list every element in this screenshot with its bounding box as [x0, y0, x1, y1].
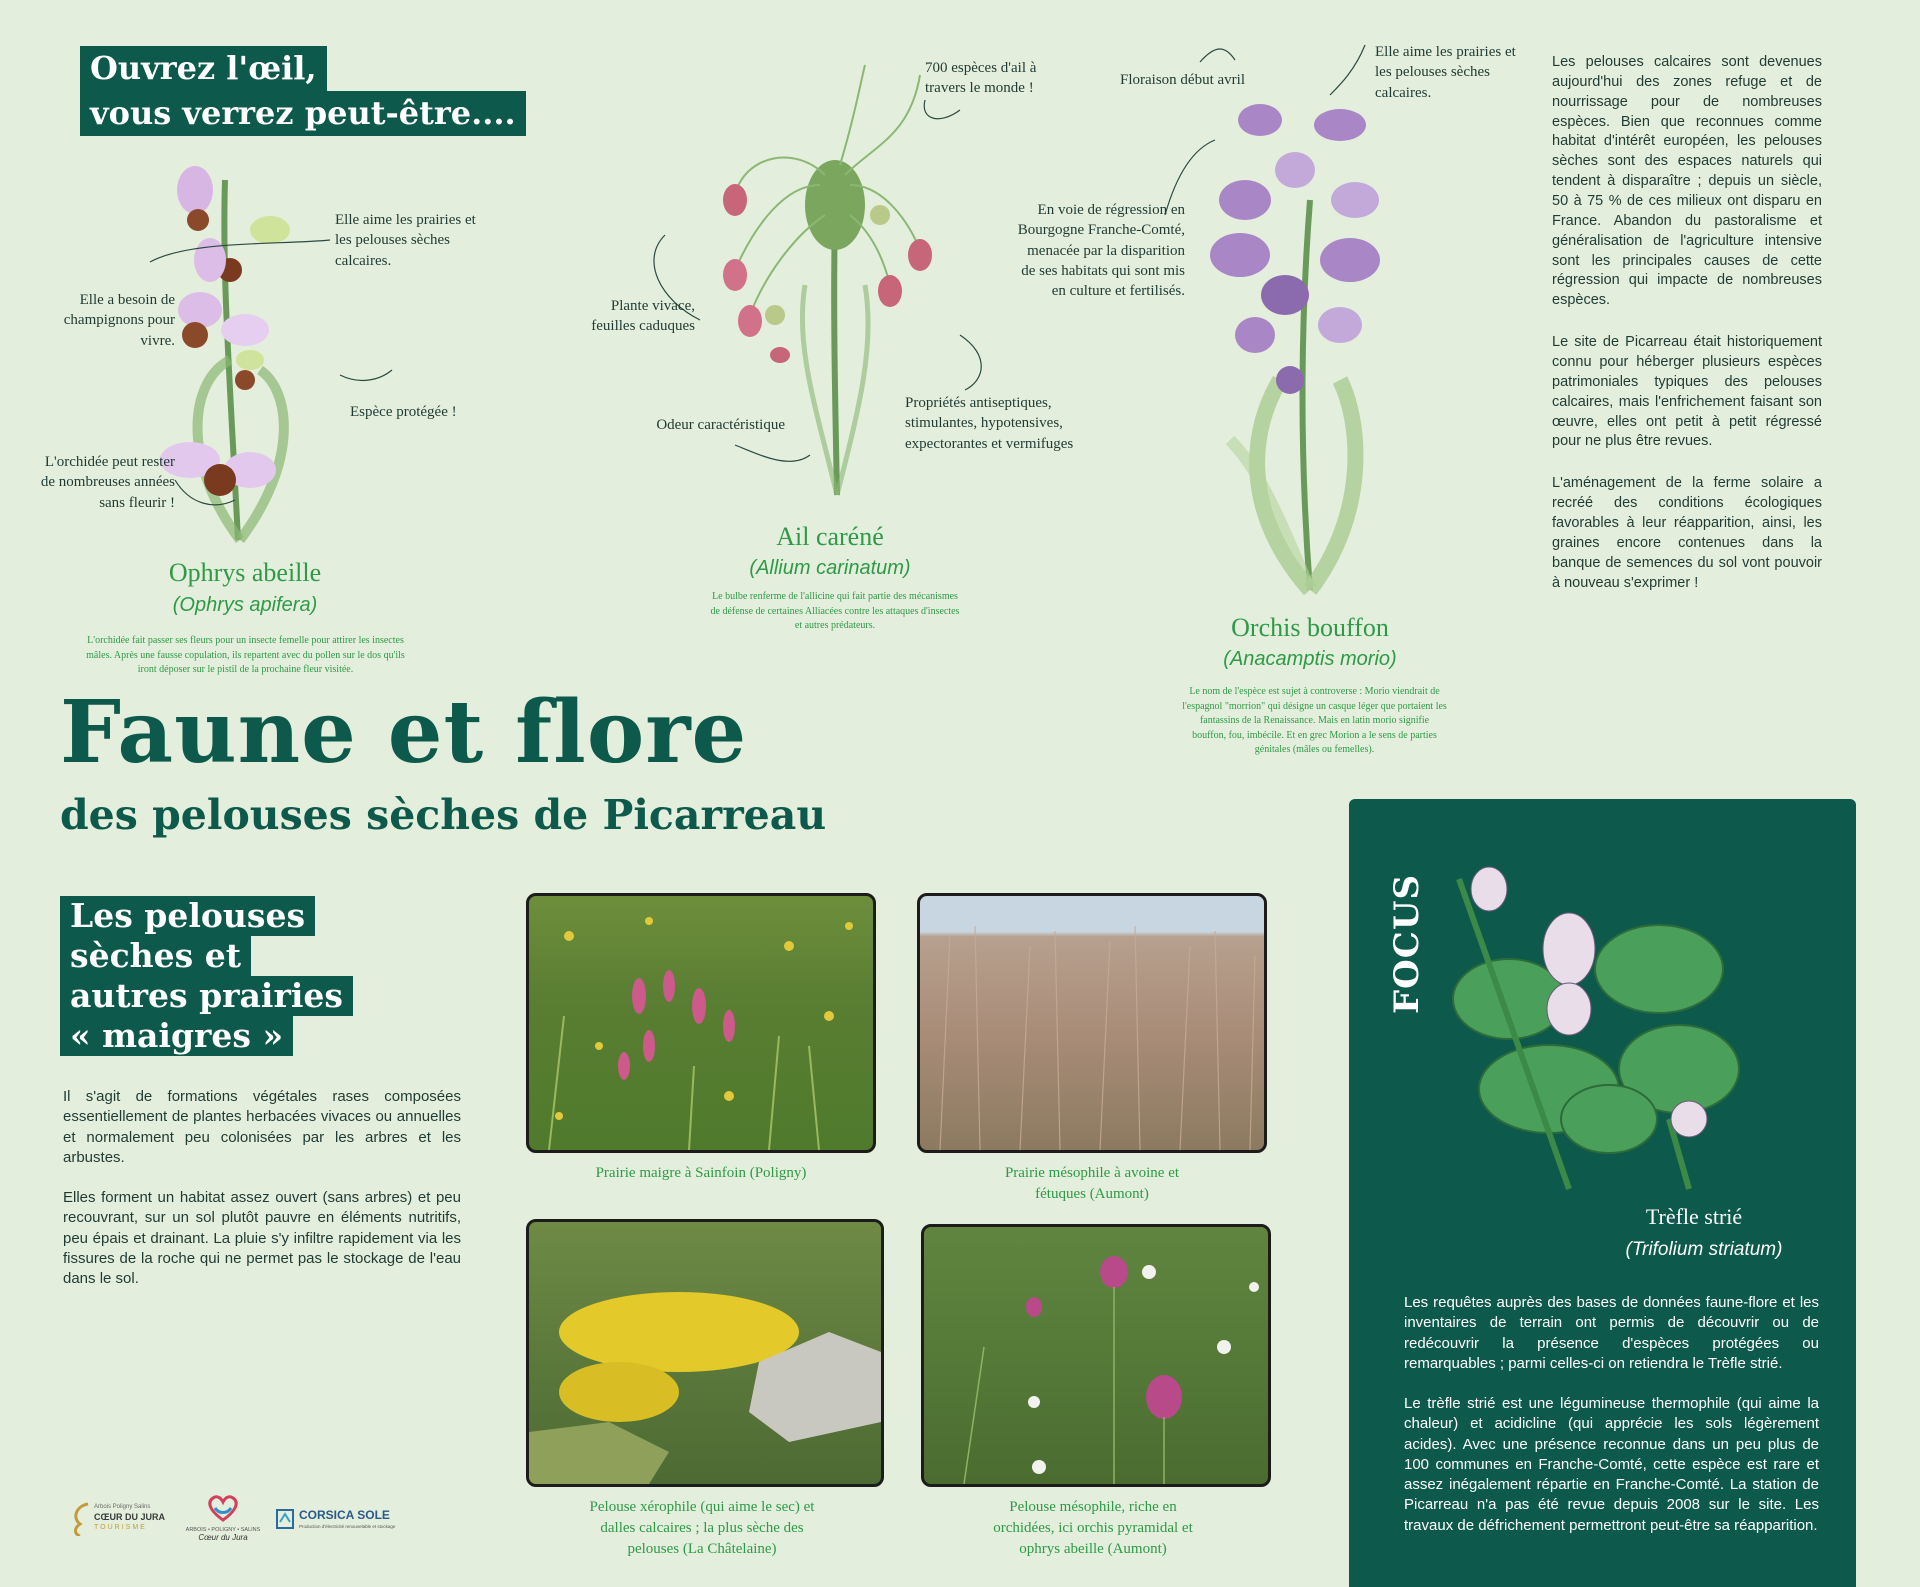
ail-latin: (Allium carinatum)	[749, 557, 911, 579]
caption-mesophile-line2: orchidées, ici orchis pyramidal et	[993, 1520, 1193, 1536]
pelouses-line-1: Les pelouses	[60, 896, 315, 936]
caption-avoine-line2: fétuques (Aumont)	[1035, 1186, 1149, 1202]
intro-p1: Les pelouses calcaires sont devenues aujourd'hui des zones refuge et de nourrissage pour de nombreuses espèces. Bien que reconnues comme habitat d'intérêt européen, les pelouses sèches sont des espaces naturels qui tendent à disparaître ; depuis un siècle, 50 à 75 % de ces milieux ont disparu en France. Abandon du pastoralisme et généralisation de l'agriculture intensive sont les principales causes de cette régression qui impacte de nombreuses espèces.	[1552, 54, 1822, 309]
orchis-illustration	[1190, 80, 1420, 600]
caption-xerophile-line3: pelouses (La Châtelaine)	[627, 1541, 777, 1557]
ophrys-ann-protegee: Espèce protégée !	[350, 404, 457, 420]
orchis-ann-regression: En voie de régression en Bourgogne Franche-Comté, menacée par la disparition de ses habitats qui sont mis en culture et fertilisés.	[1017, 202, 1185, 299]
photo-avoine-art	[920, 896, 1264, 1150]
caption-xerophile-line2: dalles calcaires ; la plus sèche des	[600, 1520, 804, 1536]
photo-avoine	[917, 893, 1267, 1153]
focus-p1: Les requêtes auprès des bases de données faune-flore et les inventaires de terrain ont permis de découvrir ou de redécouvrir la présence d'espèces protégées ou remarquables ; parmi celles-ci on retiendra le Trèfle strié.	[1404, 1294, 1819, 1372]
logo-coeur-du-jura-mark	[70, 1502, 92, 1536]
focus-text	[1404, 1293, 1819, 1536]
logo-corsica-sole-mark	[275, 1508, 295, 1530]
focus-panel	[1349, 799, 1856, 1587]
focus-p2: Le trèfle strié est une légumineuse thermophile (qui aime la chaleur) et acidicline (qui apprécie les sols légèrement acides). Avec une présence reconnue dans un peu plus de 100 communes en Franche-Comté, cette espèce est rare et assez inégalement répartie en Franche-Comté. La station de Picarreau n'a pas été revue depuis 2008 sur le site. Les travaux de défrichement permettront peut-être sa réapparition.	[1404, 1395, 1819, 1534]
intro-p3: L'aménagement de la ferme solaire a recréé des conditions écologiques favorables à leur réapparition, ainsi, les graines encore contenues dans la banque de semences du sol vont pouvoir à nouveau s'exprimer !	[1552, 475, 1822, 591]
header-line-2: vous verrez peut-être....	[80, 91, 526, 136]
focus-label: FOCUS	[1387, 873, 1427, 1014]
caption-mesophile-line3: ophrys abeille (Aumont)	[1019, 1541, 1167, 1557]
ophrys-ann-fleurir: L'orchidée peut rester de nombreuses années sans fleurir !	[40, 454, 175, 511]
ail-ann-odeur: Odeur caractéristique	[656, 417, 785, 433]
pelouses-line-3: autres prairies	[60, 976, 353, 1016]
orchis-flowers	[1210, 104, 1380, 394]
orchis-ann-prairies: Elle aime les prairies et les pelouses sèches calcaires.	[1375, 44, 1516, 101]
caption-xerophile-line1: Pelouse xérophile (qui aime le sec) et	[589, 1499, 815, 1515]
main-title: Faune et flore	[60, 682, 748, 783]
ail-name: Ail caréné	[776, 522, 884, 551]
orchis-note: Le nom de l'espèce est sujet à controverse : Morio viendrait de l'espagnol "morrion" qui désigne un casque léger que portaient les fantassins de la Renaissance. Mais en latin morio signifie bouffon, fou, imbécile. Et en grec Morion a le sens de parties génitales (mâles ou femelles).	[1182, 686, 1447, 755]
ophrys-ann-prairies: Elle aime les prairies et les pelouses sèches calcaires.	[335, 212, 476, 269]
logo-coeur-du-jura-main: CŒUR DU JURA	[94, 1512, 166, 1522]
ophrys-latin: (Ophrys apifera)	[172, 594, 318, 616]
pelouses-p1: Il s'agit de formations végétales rases composées essentiellement de plantes herbacées vivaces ou annuelles et normalement peu colonisées par les arbres et les arbustes.	[63, 1088, 461, 1166]
logo-coeur-du-jura-small: Arbois Poligny Salins	[94, 1504, 151, 1510]
pelouses-text	[63, 1087, 461, 1289]
orchis-name: Orchis bouffon	[1231, 613, 1389, 642]
photo-xerophile	[526, 1219, 884, 1487]
photo-mesophile-orchidees	[921, 1224, 1271, 1487]
logo-arbois-bottom: Cœur du Jura	[198, 1533, 248, 1542]
intro-p2: Le site de Picarreau était historiquement connu pour héberger plusieurs espèces patrimoniales typiques des pelouses calcaires, mais l'enfrichement faisant son œuvre, elles ont petit à petit régressé pour ne plus être revues.	[1552, 334, 1822, 450]
pelouses-banner	[60, 896, 353, 1056]
caption-mesophile-line1: Pelouse mésophile, riche en	[1009, 1499, 1177, 1515]
caption-avoine-line1: Prairie mésophile à avoine et	[1004, 1165, 1180, 1181]
trefle-illustration	[1439, 859, 1779, 1199]
orchis-ann-floraison: Floraison début avril	[1120, 72, 1245, 88]
sub-title: des pelouses sèches de Picarreau	[60, 791, 827, 839]
ophrys-ann-champignons: Elle a besoin de champignons pour vivre.	[63, 292, 175, 349]
logo-coeur-du-jura-sub: TOURISME	[94, 1524, 147, 1531]
logo-arbois-poligny-salins	[178, 1494, 268, 1550]
photo-mesophile-art	[924, 1227, 1268, 1484]
logo-corsica-sole-sub: Production d'électricité renouvelable et stockage	[299, 1524, 396, 1529]
header-line-1: Ouvrez l'œil,	[80, 46, 327, 91]
ophrys-note: L'orchidée fait passer ses fleurs pour un insecte femelle pour attirer les insectes mâles. Après une fausse copulation, ils repartent avec du pollen sur le dos qu'ils iront déposer sur le pistil de la prochaine fleur visitée.	[86, 635, 405, 675]
orchis-latin: (Anacamptis morio)	[1223, 648, 1397, 670]
ail-note: Le bulbe renferme de l'allicine qui fait partie des mécanismes de défense de certaines Alliacées contre les attaques d'insectes et autres prédateurs.	[710, 591, 960, 631]
logo-arbois-top: ARBOIS • POLIGNY • SALINS	[185, 1527, 261, 1533]
intro-text	[1552, 53, 1822, 593]
logo-corsica-sole-main: CORSICA SOLE	[299, 1508, 390, 1522]
caption-xerophile	[526, 1497, 878, 1560]
ail-ann-proprietes: Propriétés antiseptiques, stimulantes, hypotensives, expectorantes et vermifuges	[905, 395, 1074, 452]
ail-ann-vivace: Plante vivace, feuilles caduques	[591, 298, 695, 335]
caption-avoine	[917, 1163, 1267, 1205]
photo-xerophile-art	[529, 1222, 881, 1484]
ail-ann-especes: 700 espèces d'ail à travers le monde !	[925, 60, 1037, 97]
pelouses-p2: Elles forment un habitat assez ouvert (sans arbres) et peu recouvrant, sur un sol plutôt pauvre en éléments nutritifs, peu épais et drainant. La pluie s'y infiltre rapidement via les fissures de la roche qui ne permet pas le stockage de l'eau dans le sol.	[63, 1189, 461, 1287]
ophrys-name: Ophrys abeille	[168, 558, 322, 587]
pelouses-line-4: « maigres »	[60, 1016, 293, 1056]
logo-corsica-sole	[275, 1506, 395, 1536]
caption-mesophile	[921, 1497, 1265, 1560]
focus-trefle-name: Trèfle strié	[1645, 1204, 1743, 1229]
pelouses-line-2: sèches et	[60, 936, 251, 976]
photo-sainfoin-art	[529, 896, 873, 1150]
photo-sainfoin	[526, 893, 876, 1153]
logo-coeur-du-jura-tourisme	[70, 1500, 190, 1542]
caption-sainfoin: Prairie maigre à Sainfoin (Poligny)	[595, 1165, 807, 1181]
heart-icon	[205, 1494, 241, 1522]
focus-trefle-latin: (Trifolium striatum)	[1625, 1239, 1783, 1260]
